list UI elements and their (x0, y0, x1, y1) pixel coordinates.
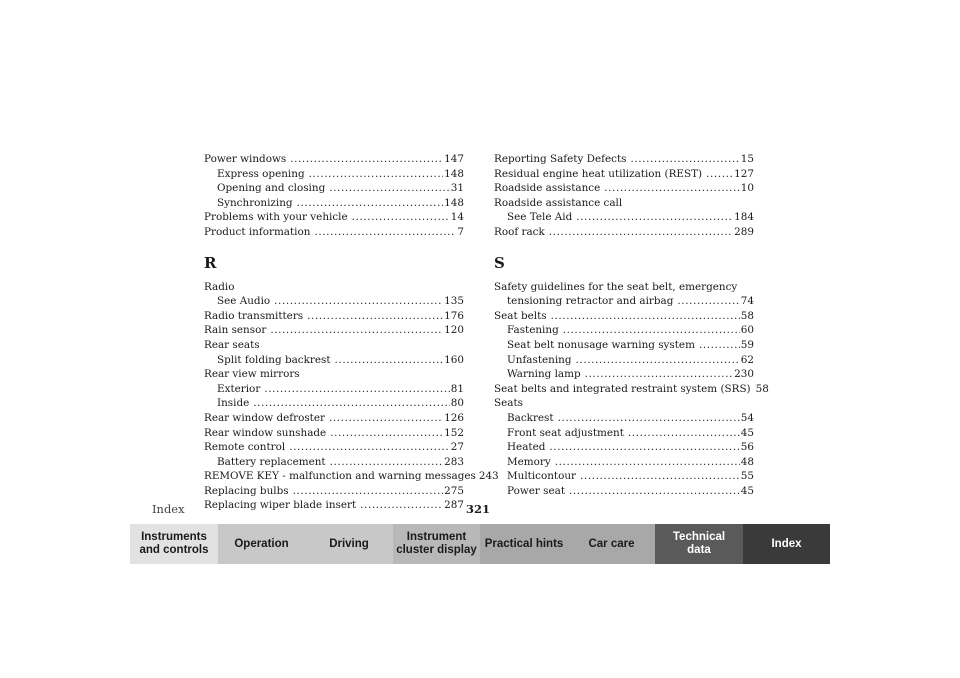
dot-leader (330, 455, 444, 470)
index-entry[interactable] (204, 426, 464, 441)
dot-leader (253, 396, 450, 411)
entry-page-number: 135 (444, 295, 464, 308)
dot-leader (264, 382, 449, 397)
index-subentry[interactable] (204, 396, 464, 411)
index-entry[interactable] (204, 309, 464, 324)
entry-page-number: 148 (444, 167, 464, 180)
dot-leader (699, 338, 740, 353)
entry-page-number: 48 (740, 455, 754, 468)
dot-leader (293, 484, 444, 499)
entry-text: Battery replacement (217, 455, 326, 468)
entry-page-number: 275 (444, 484, 464, 497)
entry-text: Inside (217, 397, 250, 410)
dot-leader (580, 469, 740, 484)
index-entry[interactable] (204, 323, 464, 338)
entry-page-number: 147 (444, 153, 464, 165)
index-entry[interactable] (204, 210, 464, 225)
index-subentry[interactable] (494, 367, 754, 382)
entry-text: Split folding backrest (217, 353, 331, 366)
entry-text: Synchronizing (217, 196, 293, 209)
section-letter-r: R (204, 253, 217, 272)
dot-leader (297, 196, 444, 211)
dot-leader (549, 225, 733, 240)
dot-leader (563, 323, 740, 338)
index-subentry[interactable] (494, 338, 754, 353)
dot-leader (549, 440, 739, 455)
entry-page-number: 15 (740, 153, 754, 165)
index-subentry[interactable] (494, 294, 754, 309)
dot-leader (360, 498, 443, 513)
entry-page-number: 58 (755, 382, 769, 395)
tab-label: Practical hints (484, 537, 564, 550)
index-heading: Rear seats (204, 338, 260, 351)
entry-page-number: 126 (444, 411, 464, 424)
index-subentry[interactable] (494, 210, 754, 225)
entry-page-number: 56 (740, 441, 754, 454)
entry-text: Express opening (217, 167, 305, 180)
index-entry[interactable] (494, 309, 754, 324)
entry-text: Seat belt nonusage warning system (507, 338, 695, 351)
entry-text: Remote control (204, 441, 286, 454)
entry-text: Exterior (217, 382, 261, 395)
dot-leader (352, 210, 450, 225)
dot-leader (630, 152, 739, 167)
index-entry[interactable] (204, 411, 464, 426)
entry-page-number: 289 (734, 225, 754, 238)
entry-page-number: 243 (478, 470, 499, 483)
index-entry[interactable] (494, 152, 754, 167)
dot-leader (314, 225, 456, 240)
tab-operation[interactable] (218, 524, 305, 564)
tab-label: Instrument cluster display (396, 531, 477, 556)
index-entry[interactable] (204, 484, 464, 499)
dot-leader (274, 294, 443, 309)
dot-leader (555, 455, 740, 470)
entry-text: Rain sensor (204, 324, 267, 337)
index-subentry[interactable] (204, 294, 464, 309)
entry-page-number: 10 (740, 182, 754, 195)
dot-leader (576, 210, 733, 225)
entry-page-number: 148 (444, 196, 464, 209)
entry-text: tensioning retractor and airbag (507, 295, 674, 308)
entry-page-number: 152 (444, 426, 464, 439)
tab-instrument-cluster-display[interactable] (393, 524, 480, 564)
index-subentry[interactable] (204, 382, 464, 397)
entry-text: Seat belts and integrated restraint system (SRS) (494, 382, 751, 395)
index-entry[interactable] (494, 225, 754, 240)
index-subentry[interactable] (204, 167, 464, 182)
index-subentry[interactable] (204, 455, 464, 470)
entry-page-number: 160 (444, 353, 464, 366)
entry-text: Seat belts (494, 309, 547, 322)
dot-leader (307, 309, 443, 324)
dot-leader (706, 167, 733, 182)
entry-text: Problems with your vehicle (204, 211, 348, 224)
index-column-right (494, 152, 769, 498)
tab-practical-hints[interactable] (480, 524, 568, 564)
section-letter-s: S (494, 253, 505, 272)
dot-leader (270, 323, 443, 338)
entry-page-number: 59 (740, 338, 754, 351)
dot-leader (576, 353, 740, 368)
tab-driving[interactable] (305, 524, 393, 564)
entry-text: Roof rack (494, 225, 545, 238)
entry-page-number: 14 (450, 211, 464, 224)
entry-text: Radio transmitters (204, 309, 304, 322)
index-subentry[interactable] (204, 181, 464, 196)
dot-leader (677, 294, 739, 309)
entry-text: Backrest (507, 411, 554, 424)
entry-page-number: 54 (740, 411, 754, 424)
index-subentry[interactable] (494, 411, 754, 426)
index-entry[interactable] (204, 440, 464, 455)
tab-label: Operation (234, 537, 289, 550)
entry-page-number: 58 (740, 309, 754, 322)
index-entry[interactable] (494, 167, 754, 182)
entry-page-number: 184 (734, 211, 754, 224)
tab-label: Index (771, 537, 802, 550)
dot-leader (329, 411, 443, 426)
index-subentry[interactable] (494, 455, 754, 470)
index-heading: Rear view mirrors (204, 368, 300, 381)
tab-label: Technical data (672, 531, 726, 556)
entry-text: REMOVE KEY - malfunction and warning messages (204, 470, 476, 483)
entry-page-number: 127 (734, 167, 754, 180)
index-heading: Radio (204, 280, 235, 293)
entry-text: See Audio (217, 295, 271, 308)
dot-leader (309, 167, 444, 182)
index-heading: Safety guidelines for the seat belt, emergency (494, 280, 738, 293)
index-entry[interactable] (204, 469, 499, 484)
entry-page-number: 45 (740, 484, 754, 497)
tab-technical-data[interactable] (655, 524, 743, 564)
entry-text: Replacing bulbs (204, 484, 289, 497)
entry-page-number: 60 (740, 324, 754, 337)
index-entry[interactable] (494, 382, 769, 397)
index-subentry[interactable] (494, 440, 754, 455)
entry-page-number: 45 (740, 426, 754, 439)
entry-text: Product information (204, 225, 311, 238)
dot-leader (335, 353, 444, 368)
entry-page-number: 120 (444, 324, 464, 337)
index-heading: Roadside assistance call (494, 196, 623, 209)
entry-text: Front seat adjustment (507, 426, 624, 439)
index-subentry[interactable] (494, 484, 754, 499)
tab-label: Car care (588, 537, 635, 550)
tab-instruments-and-controls[interactable] (130, 524, 218, 564)
tab-index[interactable] (743, 524, 830, 564)
entry-page-number: 80 (450, 397, 464, 410)
entry-text: Residual engine heat utilization (REST) (494, 167, 703, 180)
entry-page-number: 74 (740, 295, 754, 308)
index-entry[interactable] (204, 152, 464, 167)
index-entry[interactable] (204, 498, 464, 513)
index-subentry[interactable] (204, 196, 464, 211)
tab-car-care[interactable] (568, 524, 655, 564)
dot-leader (604, 181, 740, 196)
entry-page-number: 287 (444, 499, 464, 512)
entry-text: See Tele Aid (507, 211, 573, 224)
index-subentry[interactable] (494, 323, 754, 338)
entries-p (204, 152, 464, 240)
entry-page-number: 27 (450, 441, 464, 454)
entry-text: Warning lamp (507, 368, 581, 381)
dot-leader (585, 367, 734, 382)
entry-page-number: 230 (734, 368, 754, 381)
entry-text: Multicontour (507, 470, 577, 483)
tab-label: Instruments and controls (139, 531, 209, 556)
index-heading: Seats (494, 397, 523, 410)
entry-page-number: 31 (450, 182, 464, 195)
entry-text: Memory (507, 455, 551, 468)
entry-text: Opening and closing (217, 182, 326, 195)
dot-leader (551, 309, 740, 324)
index-entry[interactable] (204, 225, 464, 240)
entry-page-number: 283 (444, 455, 464, 468)
entries-r-continued (494, 152, 754, 240)
dot-leader (569, 484, 740, 499)
tab-label: Driving (329, 537, 369, 550)
entry-text: Rear window defroster (204, 411, 325, 424)
page-number: 321 (466, 502, 491, 516)
dot-leader (329, 181, 450, 196)
dot-leader (290, 152, 443, 167)
section-nav-tabs (130, 524, 830, 564)
dot-leader (330, 426, 443, 441)
entry-page-number: 7 (457, 225, 464, 238)
entry-text: Replacing wiper blade insert (204, 499, 357, 512)
entry-text: Fastening (507, 324, 559, 337)
index-subentry[interactable] (494, 426, 754, 441)
entry-text: Power windows (204, 153, 287, 165)
entry-text: Heated (507, 441, 546, 454)
entry-text: Rear window sunshade (204, 426, 327, 439)
entry-text: Power seat (507, 484, 565, 497)
entry-text: Roadside assistance (494, 182, 601, 195)
entry-text: Reporting Safety Defects (494, 153, 627, 165)
dot-leader (289, 440, 450, 455)
dot-leader (558, 411, 740, 426)
entry-text: Unfastening (507, 353, 572, 366)
index-entry[interactable] (494, 181, 754, 196)
entry-page-number: 62 (740, 353, 754, 366)
entry-page-number: 81 (450, 382, 464, 395)
dot-leader (628, 426, 740, 441)
entries-s (494, 280, 769, 499)
footer-section-title: Index (152, 502, 185, 516)
index-subentry[interactable] (494, 469, 754, 484)
entry-page-number: 55 (740, 470, 754, 483)
index-subentry[interactable] (204, 353, 464, 368)
index-subentry[interactable] (494, 353, 754, 368)
entry-page-number: 176 (444, 309, 464, 322)
